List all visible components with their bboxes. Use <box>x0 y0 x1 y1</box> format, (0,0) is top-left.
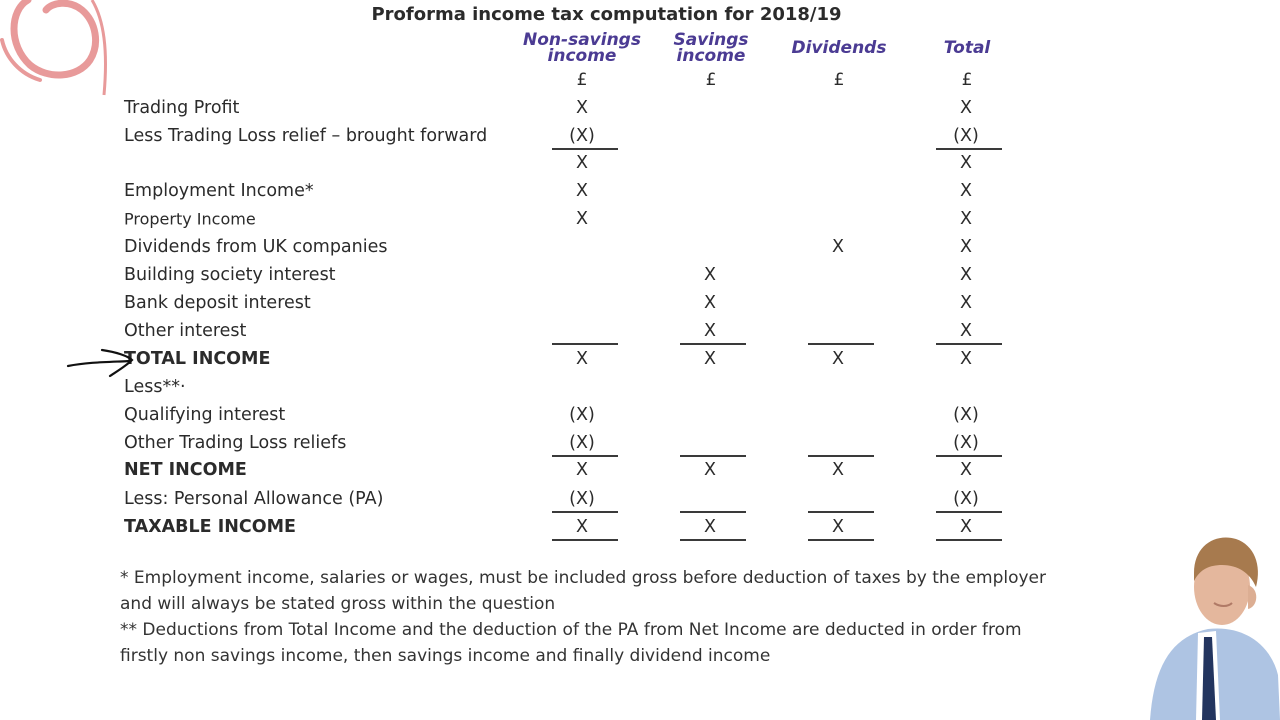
subtotal-rule <box>680 539 746 541</box>
subtotal-rule <box>680 343 746 345</box>
table-cell: X <box>960 349 972 369</box>
subtotal-rule <box>552 455 618 457</box>
table-cell: X <box>960 181 972 201</box>
subtotal-rule <box>808 539 874 541</box>
row-label: NET INCOME <box>124 460 247 480</box>
table-cell: X <box>960 321 972 341</box>
table-cell: (X) <box>569 489 595 509</box>
subtotal-rule <box>936 148 1002 150</box>
subtotal-rule <box>552 539 618 541</box>
table-cell: (X) <box>953 489 979 509</box>
table-cell: X <box>960 237 972 257</box>
col-head-dividends: Dividends <box>791 38 887 58</box>
currency-non-savings: £ <box>576 70 588 90</box>
subtotal-rule <box>936 511 1002 513</box>
subtotal-rule <box>808 343 874 345</box>
subtotal-rule <box>552 343 618 345</box>
table-cell: X <box>832 237 844 257</box>
table-cell: X <box>704 293 716 313</box>
table-cell: X <box>576 98 588 118</box>
currency-savings: £ <box>705 70 717 90</box>
table-cell: X <box>960 98 972 118</box>
row-label: Property Income <box>124 209 256 229</box>
table-cell: (X) <box>569 126 595 146</box>
table-cell: (X) <box>569 405 595 425</box>
presenter-video <box>1120 525 1280 720</box>
table-cell: X <box>576 181 588 201</box>
row-label: Trading Profit <box>124 98 240 118</box>
page-title: Proforma income tax computation for 2018/19 <box>371 4 842 25</box>
table-cell: X <box>832 517 844 537</box>
row-label: Other Trading Loss reliefs <box>124 433 347 453</box>
row-label: Other interest <box>124 321 247 341</box>
row-label: Building society interest <box>124 265 336 285</box>
row-label: TAXABLE INCOME <box>124 517 296 537</box>
subtotal-rule <box>552 148 618 150</box>
table-cell: X <box>704 349 716 369</box>
col-head-non-savings: Non-savings income <box>523 30 641 66</box>
subtotal-rule <box>680 455 746 457</box>
table-cell: X <box>704 517 716 537</box>
col-head-total: Total <box>943 38 991 58</box>
table-cell: X <box>576 517 588 537</box>
table-cell: X <box>576 153 588 173</box>
footnote-line-4: firstly non savings income, then savings income and finally dividend income <box>120 646 771 665</box>
row-label: Less Trading Loss relief – brought forward <box>124 126 488 146</box>
table-cell: (X) <box>953 405 979 425</box>
table-cell: X <box>704 460 716 480</box>
table-cell: X <box>832 349 844 369</box>
row-label: Employment Income* <box>124 181 314 201</box>
subtotal-rule <box>808 511 874 513</box>
table-cell: X <box>960 460 972 480</box>
row-label: Qualifying interest <box>124 405 286 425</box>
table-cell: X <box>576 209 588 229</box>
table-cell: X <box>704 265 716 285</box>
table-cell: X <box>960 293 972 313</box>
table-cell: X <box>960 265 972 285</box>
table-cell: X <box>960 517 972 537</box>
footnote-line-2: and will always be stated gross within the question <box>120 594 556 614</box>
subtotal-rule <box>936 539 1002 541</box>
subtotal-rule <box>936 343 1002 345</box>
table-cell: X <box>960 153 972 173</box>
table-cell: X <box>704 321 716 341</box>
row-label: Dividends from UK companies <box>124 237 388 257</box>
table-cell: X <box>576 349 588 369</box>
table-cell: (X) <box>953 433 979 453</box>
footnote-line-3: ** Deductions from Total Income and the deduction of the PA from Net Income are deducted in order from <box>120 620 1022 640</box>
row-label: Bank deposit interest <box>124 293 311 313</box>
subtotal-rule <box>680 511 746 513</box>
currency-dividends: £ <box>833 70 845 90</box>
subtotal-rule <box>808 455 874 457</box>
table-cell: (X) <box>953 126 979 146</box>
row-label: Less: Personal Allowance (PA) <box>124 489 384 509</box>
currency-total: £ <box>961 70 973 90</box>
table-cell: (X) <box>569 433 595 453</box>
row-label: TOTAL INCOME <box>124 349 271 369</box>
hand-drawn-arrow-icon <box>64 344 140 380</box>
footnote-line-1: * Employment income, salaries or wages, must be included gross before deduction of taxes by the employer <box>120 568 1046 588</box>
subtotal-rule <box>552 511 618 513</box>
table-cell: X <box>832 460 844 480</box>
table-cell: X <box>576 460 588 480</box>
col-head-savings: Savings income <box>673 30 749 66</box>
subtotal-rule <box>936 455 1002 457</box>
row-label: Less**· <box>124 377 186 397</box>
table-cell: X <box>960 209 972 229</box>
